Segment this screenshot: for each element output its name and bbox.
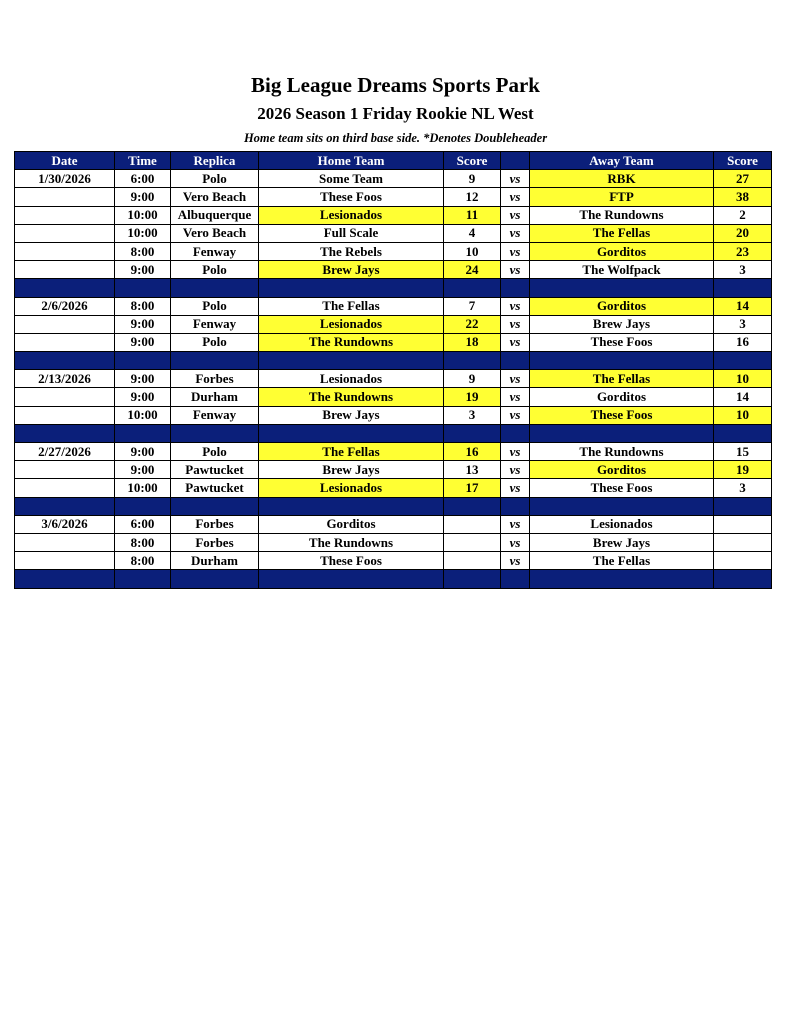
col-header-date: Date bbox=[15, 152, 115, 170]
away-team-cell: The Rundowns bbox=[530, 206, 714, 224]
replica-cell: Forbes bbox=[171, 515, 259, 533]
replica-cell: Polo bbox=[171, 261, 259, 279]
date-cell bbox=[15, 333, 115, 351]
game-row bbox=[15, 406, 772, 424]
separator-cell bbox=[501, 279, 530, 297]
away-score-cell: 16 bbox=[714, 333, 772, 351]
separator-cell bbox=[15, 497, 115, 515]
replica-cell: Pawtucket bbox=[171, 461, 259, 479]
home-score-cell bbox=[444, 552, 501, 570]
home-score-cell bbox=[444, 515, 501, 533]
separator-cell bbox=[444, 352, 501, 370]
away-team-cell: These Foos bbox=[530, 333, 714, 351]
home-score-cell: 18 bbox=[444, 333, 501, 351]
away-score-cell: 10 bbox=[714, 370, 772, 388]
replica-cell: Forbes bbox=[171, 370, 259, 388]
away-team-cell: Lesionados bbox=[530, 515, 714, 533]
home-team-cell: The Rebels bbox=[259, 242, 444, 260]
home-score-cell: 3 bbox=[444, 406, 501, 424]
away-team-cell: These Foos bbox=[530, 406, 714, 424]
separator-cell bbox=[714, 570, 772, 588]
away-team-cell: Brew Jays bbox=[530, 533, 714, 551]
time-cell: 8:00 bbox=[115, 533, 171, 551]
away-team-cell: Gorditos bbox=[530, 388, 714, 406]
separator-cell bbox=[530, 497, 714, 515]
home-team-cell: Some Team bbox=[259, 170, 444, 188]
vs-cell: vs bbox=[501, 533, 530, 551]
home-team-cell: The Fellas bbox=[259, 297, 444, 315]
vs-cell: vs bbox=[501, 242, 530, 260]
time-cell: 9:00 bbox=[115, 333, 171, 351]
vs-cell: vs bbox=[501, 443, 530, 461]
vs-cell: vs bbox=[501, 188, 530, 206]
time-cell: 9:00 bbox=[115, 388, 171, 406]
date-cell bbox=[15, 406, 115, 424]
separator-cell bbox=[501, 570, 530, 588]
away-score-cell: 27 bbox=[714, 170, 772, 188]
separator-cell bbox=[115, 424, 171, 442]
time-cell: 10:00 bbox=[115, 479, 171, 497]
col-header-home-team: Home Team bbox=[259, 152, 444, 170]
away-score-cell bbox=[714, 533, 772, 551]
away-team-cell: The Fellas bbox=[530, 224, 714, 242]
date-cell bbox=[15, 479, 115, 497]
separator-cell bbox=[171, 570, 259, 588]
home-team-cell: The Rundowns bbox=[259, 333, 444, 351]
date-cell: 1/30/2026 bbox=[15, 170, 115, 188]
game-row bbox=[15, 297, 772, 315]
col-header-home-score: Score bbox=[444, 152, 501, 170]
game-row bbox=[15, 188, 772, 206]
date-cell bbox=[15, 315, 115, 333]
home-score-cell: 22 bbox=[444, 315, 501, 333]
replica-cell: Fenway bbox=[171, 242, 259, 260]
page-title: Big League Dreams Sports Park bbox=[251, 73, 540, 97]
away-score-cell: 19 bbox=[714, 461, 772, 479]
separator-cell bbox=[259, 352, 444, 370]
replica-cell: Albuquerque bbox=[171, 206, 259, 224]
home-score-cell: 11 bbox=[444, 206, 501, 224]
date-cell bbox=[15, 188, 115, 206]
time-cell: 10:00 bbox=[115, 206, 171, 224]
home-team-cell: Brew Jays bbox=[259, 406, 444, 424]
separator-cell bbox=[259, 570, 444, 588]
separator-cell bbox=[530, 352, 714, 370]
home-score-cell: 9 bbox=[444, 170, 501, 188]
separator-cell bbox=[530, 424, 714, 442]
replica-cell: Fenway bbox=[171, 315, 259, 333]
separator-cell bbox=[444, 279, 501, 297]
away-team-cell: Gorditos bbox=[530, 461, 714, 479]
away-score-cell: 14 bbox=[714, 388, 772, 406]
away-team-cell: Gorditos bbox=[530, 242, 714, 260]
away-score-cell: 2 bbox=[714, 206, 772, 224]
col-header-away-team: Away Team bbox=[530, 152, 714, 170]
col-header-replica: Replica bbox=[171, 152, 259, 170]
col-header-away-score: Score bbox=[714, 152, 772, 170]
date-cell bbox=[15, 261, 115, 279]
separator-cell bbox=[115, 279, 171, 297]
game-row bbox=[15, 443, 772, 461]
replica-cell: Polo bbox=[171, 297, 259, 315]
game-row bbox=[15, 515, 772, 533]
game-row bbox=[15, 370, 772, 388]
home-team-cell: The Fellas bbox=[259, 443, 444, 461]
vs-cell: vs bbox=[501, 315, 530, 333]
week-separator-row bbox=[15, 279, 772, 297]
separator-cell bbox=[714, 352, 772, 370]
home-score-cell: 9 bbox=[444, 370, 501, 388]
game-row bbox=[15, 206, 772, 224]
away-score-cell: 14 bbox=[714, 297, 772, 315]
separator-cell bbox=[115, 352, 171, 370]
away-score-cell: 15 bbox=[714, 443, 772, 461]
away-score-cell bbox=[714, 552, 772, 570]
separator-cell bbox=[259, 497, 444, 515]
replica-cell: Polo bbox=[171, 443, 259, 461]
vs-cell: vs bbox=[501, 406, 530, 424]
home-score-cell: 13 bbox=[444, 461, 501, 479]
separator-cell bbox=[171, 279, 259, 297]
home-team-cell: The Rundowns bbox=[259, 388, 444, 406]
week-separator-row bbox=[15, 570, 772, 588]
week-separator-row bbox=[15, 352, 772, 370]
away-score-cell: 20 bbox=[714, 224, 772, 242]
game-row bbox=[15, 242, 772, 260]
time-cell: 6:00 bbox=[115, 170, 171, 188]
away-score-cell: 3 bbox=[714, 261, 772, 279]
away-team-cell: Brew Jays bbox=[530, 315, 714, 333]
game-row bbox=[15, 552, 772, 570]
away-team-cell: These Foos bbox=[530, 479, 714, 497]
home-team-cell: Lesionados bbox=[259, 479, 444, 497]
time-cell: 6:00 bbox=[115, 515, 171, 533]
replica-cell: Polo bbox=[171, 170, 259, 188]
date-cell: 3/6/2026 bbox=[15, 515, 115, 533]
separator-cell bbox=[115, 570, 171, 588]
separator-cell bbox=[501, 424, 530, 442]
header-row bbox=[15, 152, 772, 170]
time-cell: 9:00 bbox=[115, 261, 171, 279]
separator-cell bbox=[15, 352, 115, 370]
separator-cell bbox=[444, 497, 501, 515]
separator-cell bbox=[15, 570, 115, 588]
vs-cell: vs bbox=[501, 461, 530, 479]
vs-cell: vs bbox=[501, 261, 530, 279]
date-cell bbox=[15, 224, 115, 242]
away-team-cell: The Fellas bbox=[530, 552, 714, 570]
separator-cell bbox=[15, 279, 115, 297]
vs-cell: vs bbox=[501, 370, 530, 388]
date-cell bbox=[15, 461, 115, 479]
away-score-cell: 23 bbox=[714, 242, 772, 260]
time-cell: 9:00 bbox=[115, 188, 171, 206]
home-score-cell: 10 bbox=[444, 242, 501, 260]
date-cell bbox=[15, 552, 115, 570]
home-score-cell: 12 bbox=[444, 188, 501, 206]
away-score-cell bbox=[714, 515, 772, 533]
time-cell: 9:00 bbox=[115, 315, 171, 333]
week-separator-row bbox=[15, 497, 772, 515]
separator-cell bbox=[714, 424, 772, 442]
replica-cell: Durham bbox=[171, 552, 259, 570]
separator-cell bbox=[530, 570, 714, 588]
separator-cell bbox=[501, 497, 530, 515]
game-row bbox=[15, 333, 772, 351]
separator-cell bbox=[444, 570, 501, 588]
schedule-note: Home team sits on third base side. *Denotes Doubleheader bbox=[243, 131, 548, 145]
separator-cell bbox=[259, 279, 444, 297]
separator-cell bbox=[259, 424, 444, 442]
separator-cell bbox=[171, 497, 259, 515]
col-header-vs bbox=[501, 152, 530, 170]
home-team-cell: Brew Jays bbox=[259, 461, 444, 479]
time-cell: 8:00 bbox=[115, 552, 171, 570]
page-subtitle: 2026 Season 1 Friday Rookie NL West bbox=[257, 104, 534, 123]
separator-cell bbox=[530, 279, 714, 297]
date-cell: 2/6/2026 bbox=[15, 297, 115, 315]
replica-cell: Durham bbox=[171, 388, 259, 406]
time-cell: 9:00 bbox=[115, 443, 171, 461]
time-cell: 10:00 bbox=[115, 224, 171, 242]
time-cell: 9:00 bbox=[115, 370, 171, 388]
game-row bbox=[15, 224, 772, 242]
date-cell bbox=[15, 533, 115, 551]
replica-cell: Fenway bbox=[171, 406, 259, 424]
home-score-cell: 24 bbox=[444, 261, 501, 279]
date-cell bbox=[15, 242, 115, 260]
game-row bbox=[15, 261, 772, 279]
col-header-time: Time bbox=[115, 152, 171, 170]
home-score-cell: 19 bbox=[444, 388, 501, 406]
separator-cell bbox=[444, 424, 501, 442]
home-score-cell: 17 bbox=[444, 479, 501, 497]
date-cell bbox=[15, 206, 115, 224]
vs-cell: vs bbox=[501, 206, 530, 224]
home-team-cell: Full Scale bbox=[259, 224, 444, 242]
time-cell: 10:00 bbox=[115, 406, 171, 424]
home-score-cell: 7 bbox=[444, 297, 501, 315]
away-score-cell: 10 bbox=[714, 406, 772, 424]
home-team-cell: Brew Jays bbox=[259, 261, 444, 279]
away-team-cell: The Fellas bbox=[530, 370, 714, 388]
game-row bbox=[15, 461, 772, 479]
home-score-cell: 16 bbox=[444, 443, 501, 461]
vs-cell: vs bbox=[501, 388, 530, 406]
date-cell: 2/13/2026 bbox=[15, 370, 115, 388]
separator-cell bbox=[115, 497, 171, 515]
vs-cell: vs bbox=[501, 170, 530, 188]
away-team-cell: Gorditos bbox=[530, 297, 714, 315]
replica-cell: Pawtucket bbox=[171, 479, 259, 497]
home-team-cell: Lesionados bbox=[259, 315, 444, 333]
time-cell: 8:00 bbox=[115, 297, 171, 315]
game-row bbox=[15, 533, 772, 551]
separator-cell bbox=[714, 497, 772, 515]
date-cell: 2/27/2026 bbox=[15, 443, 115, 461]
home-team-cell: The Rundowns bbox=[259, 533, 444, 551]
schedule-table bbox=[14, 151, 772, 589]
vs-cell: vs bbox=[501, 552, 530, 570]
game-row bbox=[15, 479, 772, 497]
replica-cell: Polo bbox=[171, 333, 259, 351]
away-team-cell: RBK bbox=[530, 170, 714, 188]
replica-cell: Vero Beach bbox=[171, 224, 259, 242]
separator-cell bbox=[501, 352, 530, 370]
away-team-cell: FTP bbox=[530, 188, 714, 206]
separator-cell bbox=[171, 424, 259, 442]
away-team-cell: The Rundowns bbox=[530, 443, 714, 461]
vs-cell: vs bbox=[501, 297, 530, 315]
week-separator-row bbox=[15, 424, 772, 442]
game-row bbox=[15, 315, 772, 333]
vs-cell: vs bbox=[501, 479, 530, 497]
time-cell: 9:00 bbox=[115, 461, 171, 479]
home-score-cell bbox=[444, 533, 501, 551]
vs-cell: vs bbox=[501, 515, 530, 533]
home-team-cell: Lesionados bbox=[259, 370, 444, 388]
separator-cell bbox=[714, 279, 772, 297]
time-cell: 8:00 bbox=[115, 242, 171, 260]
date-cell bbox=[15, 388, 115, 406]
replica-cell: Forbes bbox=[171, 533, 259, 551]
away-team-cell: The Wolfpack bbox=[530, 261, 714, 279]
replica-cell: Vero Beach bbox=[171, 188, 259, 206]
away-score-cell: 3 bbox=[714, 315, 772, 333]
home-score-cell: 4 bbox=[444, 224, 501, 242]
away-score-cell: 3 bbox=[714, 479, 772, 497]
home-team-cell: These Foos bbox=[259, 552, 444, 570]
home-team-cell: Lesionados bbox=[259, 206, 444, 224]
game-row bbox=[15, 170, 772, 188]
game-row bbox=[15, 388, 772, 406]
home-team-cell: Gorditos bbox=[259, 515, 444, 533]
away-score-cell: 38 bbox=[714, 188, 772, 206]
home-team-cell: These Foos bbox=[259, 188, 444, 206]
separator-cell bbox=[171, 352, 259, 370]
vs-cell: vs bbox=[501, 224, 530, 242]
vs-cell: vs bbox=[501, 333, 530, 351]
separator-cell bbox=[15, 424, 115, 442]
